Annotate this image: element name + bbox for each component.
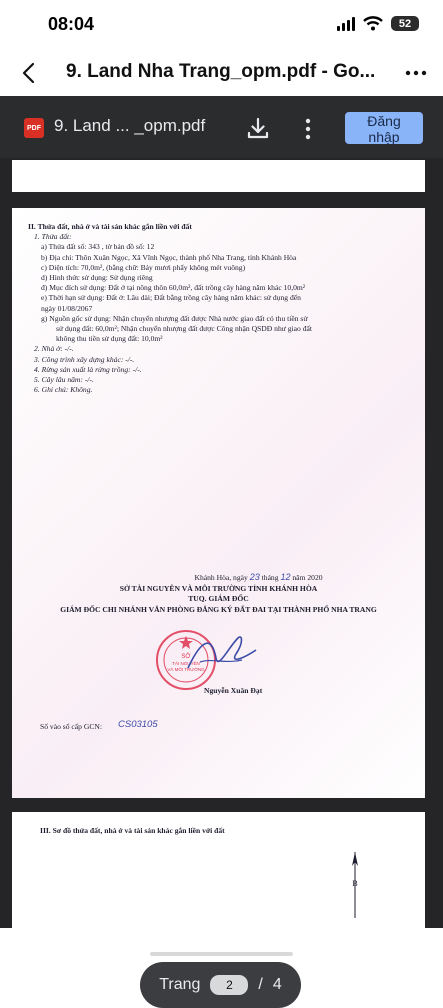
download-icon[interactable] [245, 116, 271, 142]
pdf-file-icon: PDF [24, 118, 44, 138]
document-line: ngày 01/08/2067 [41, 303, 93, 313]
page-label: Trang [159, 976, 201, 993]
page-total: 4 [272, 976, 282, 993]
svg-text:VÀ MÔI TRƯỜNG: VÀ MÔI TRƯỜNG [167, 667, 205, 672]
wifi-icon [363, 16, 383, 31]
agency-name: SỞ TÀI NGUYÊN VÀ MÔI TRƯỜNG TỈNH KHÁNH HÒA [119, 583, 318, 593]
status-icons [337, 16, 419, 31]
svg-text:SỞ: SỞ [181, 654, 191, 660]
home-indicator[interactable] [150, 952, 293, 956]
pdf-page-current [12, 208, 425, 798]
pdf-viewer[interactable] [0, 96, 443, 993]
viewer-toolbar [0, 96, 443, 158]
app-bar [0, 48, 443, 96]
document-line: 2. Nhà ở: -/-. [34, 344, 74, 354]
pdf-page-next [12, 812, 425, 942]
page-indicator[interactable] [140, 962, 301, 1008]
document-line: 3. Công trình xây dựng khác: -/-. [34, 354, 135, 364]
document-line: 5. Cây lâu năm: -/-. [34, 375, 94, 385]
document-line: d) Hình thức sử dụng: Sử dụng riêng [41, 273, 153, 283]
status-bar [0, 0, 443, 48]
document-line: a) Thửa đất số: 343 , tờ bản đồ số: 12 [41, 242, 155, 252]
file-name: 9. Land ... _opm.pdf [54, 116, 206, 135]
registration-number: CS03105 [118, 719, 158, 730]
svg-text:TÀI NGUYÊN: TÀI NGUYÊN [172, 661, 200, 666]
director-title: GIÁM ĐỐC CHI NHÁNH VĂN PHÒNG ĐĂNG KÝ ĐẤT ĐAI TẠI THÀNH PHỐ NHA TRANG [60, 604, 377, 614]
signer-name: Nguyễn Xuân Đạt [204, 686, 263, 695]
north-arrow-icon [344, 850, 366, 920]
svg-text:B: B [352, 879, 358, 888]
sign-month: 12 [280, 572, 291, 582]
page-number-input[interactable] [210, 975, 248, 995]
registration-label: Số vào sổ cấp GCN: [40, 722, 103, 731]
document-line: không thu tiền sử dụng đất: 10,0m² [56, 334, 163, 344]
signature-block [12, 572, 425, 615]
back-icon[interactable] [14, 58, 44, 88]
sign-day: 23 [249, 572, 260, 582]
status-time: 08:04 [48, 14, 95, 34]
login-button[interactable]: Đăng nhập [345, 112, 423, 144]
next-page-heading: III. Sơ đồ thửa đất, nhà ở và tài sản khác gắn liền với đất [40, 826, 225, 835]
more-options-icon[interactable] [403, 62, 429, 84]
document-line: c) Diện tích: 70,0m², (bằng chữ: Bảy mươi phẩy không mét vuông) [41, 262, 246, 272]
document-line: e) Thời hạn sử dụng: Đất ở: Lâu dài; Đất bằng trồng cây hàng năm khác: sử dụng đến [41, 293, 301, 303]
document-line: sử dụng đất: 60,0m²; Nhận chuyển nhượng đất được Công nhận QSDĐ như giao đất [56, 324, 313, 334]
page-title: 9. Land Nha Trang_opm.pdf - Go... [66, 61, 376, 82]
document-line: b) Địa chỉ: Thôn Xuân Ngọc, Xã Vĩnh Ngọc, thành phố Nha Trang, tỉnh Khánh Hòa [41, 252, 297, 262]
handwritten-signature-icon [182, 628, 262, 686]
document-line: g) Nguồn gốc sử dụng: Nhận chuyển nhượng đất được Nhà nước giao đất có thu tiền sử [41, 313, 308, 323]
document-line: II. Thửa đất, nhà ở và tài sản khác gắn liền với đất [28, 222, 192, 231]
document-line: 6. Ghi chú: Không. [34, 385, 93, 395]
document-text [28, 222, 410, 395]
document-line: 4. Rừng sản xuất là rừng trồng: -/-. [34, 364, 142, 374]
pdf-page-previous [12, 160, 425, 192]
document-line: đ) Mục đích sử dụng: Đất ở tại nông thôn 60,0m², đất trồng cây hàng năm khác 10,0m² [41, 283, 306, 293]
sign-year: 2020 [307, 573, 323, 582]
page-separator: / [258, 976, 263, 993]
battery-icon: 52 [391, 16, 419, 31]
viewer-menu-icon[interactable] [298, 116, 318, 142]
tuq-title: TUQ. GIÁM ĐỐC [188, 594, 249, 603]
cellular-signal-icon [337, 17, 355, 31]
document-line: 1. Thửa đất: [34, 232, 72, 242]
sign-date: Khánh Hòa, ngày 23 tháng 12 năm 2020 [194, 572, 323, 582]
